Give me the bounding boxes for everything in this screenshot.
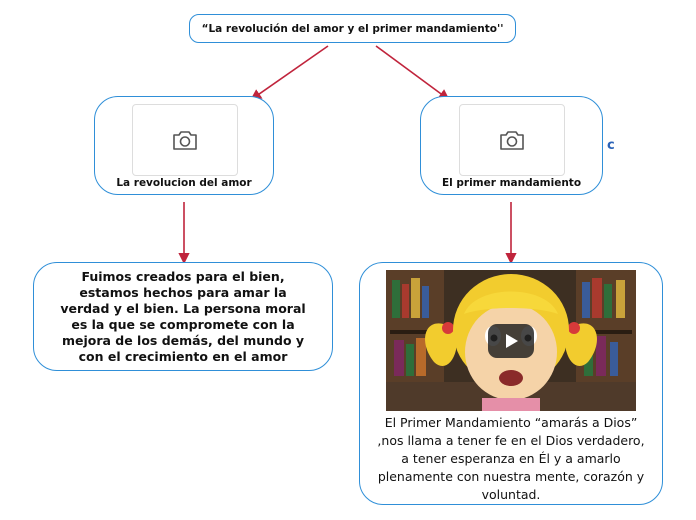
- image-placeholder: [459, 104, 565, 176]
- root-topic[interactable]: [189, 14, 516, 43]
- camera-icon: [172, 129, 198, 151]
- side-mark: c: [607, 138, 615, 153]
- video-thumbnail[interactable]: [386, 270, 636, 411]
- topic-la-revolucion-del-amor[interactable]: [94, 96, 274, 195]
- subtopic-text: El Primer Mandamiento “amarás a Dios” ,nos llama a tener fe en el Dios verdadero, a tener esperanza en Él y a amarlo plenamente con nuestra mente, corazón y voluntad.: [377, 415, 645, 502]
- subtopic-mandamiento-description[interactable]: [359, 262, 663, 505]
- image-placeholder: [132, 104, 238, 176]
- topic-label: El primer mandamiento: [441, 177, 582, 189]
- root-topic-label: “La revolución del amor y el primer mandamiento'': [201, 22, 504, 35]
- connector-root-left: [252, 46, 328, 99]
- play-icon: [502, 332, 520, 350]
- topic-el-primer-mandamiento[interactable]: [420, 96, 603, 195]
- topic-label: La revolucion del amor: [116, 177, 252, 189]
- camera-icon: [499, 129, 525, 151]
- subtopic-revolucion-description[interactable]: [33, 262, 333, 371]
- play-button[interactable]: [488, 324, 534, 358]
- connector-root-right: [376, 46, 448, 99]
- subtopic-text: Fuimos creados para el bien, estamos hechos para amar la verdad y el bien. La persona moral es la que se compromete con la mejora de los demás, del mundo y con el crecimiento en el amor: [60, 268, 306, 364]
